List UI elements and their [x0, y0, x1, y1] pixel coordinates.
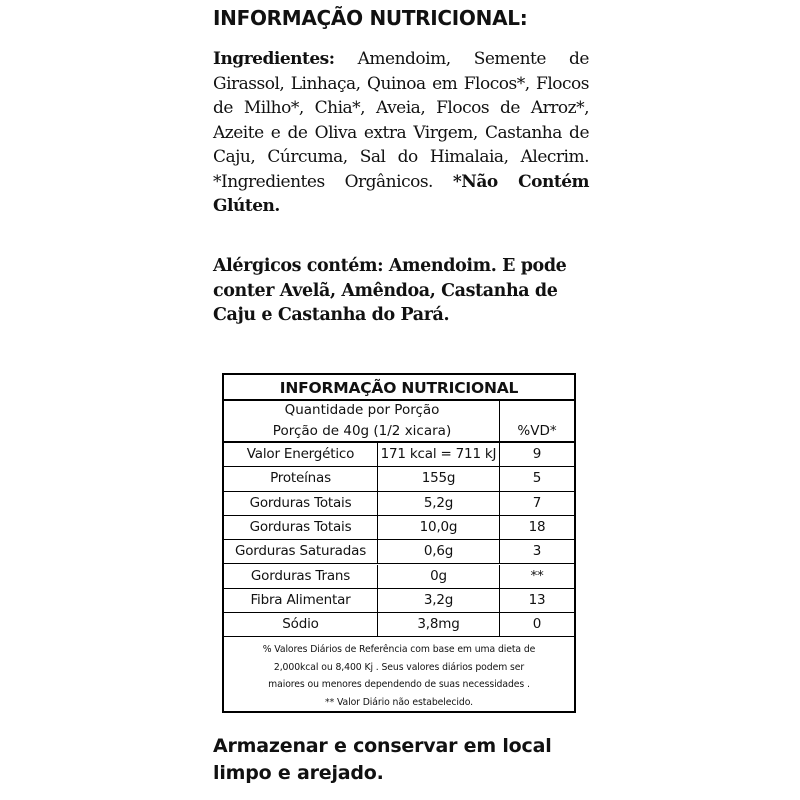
nutrient-vd: 5: [532, 470, 542, 487]
nutrient-name: Gorduras Totais: [224, 492, 378, 515]
portion-size: Porção de 40g (1/2 xicara): [272, 423, 452, 439]
nutrient-name: Gorduras Saturadas: [224, 540, 378, 563]
nutrient-amount: 171 kcal = 711 kJ: [378, 443, 500, 466]
nutrient-amount: 155g: [378, 467, 500, 490]
ingredients-text: Amendoim, Semente de Girassol, Linhaça, Quinoa em Flocos*, Flocos de Milho*, Chia*, Aveia, Flocos de Arroz*, Azeite e de Oliva extra Virgem, Castanha de Caju, Cúrcuma, Sal do Himalaia, Alecrim. *Ingredientes Orgânicos.: [213, 49, 589, 192]
nutrition-table: [222, 373, 576, 713]
nutrient-amount: 5,2g: [378, 492, 500, 515]
nutrient-vd: 0: [532, 616, 542, 633]
table-row: [224, 516, 574, 540]
nutrient-name: Valor Energético: [224, 443, 378, 466]
nutrient-amount: 0,6g: [378, 540, 500, 563]
portion-block: [224, 399, 500, 443]
nutrient-amount: 10,0g: [378, 516, 500, 539]
nutrient-vd: 13: [528, 591, 546, 608]
allergens-paragraph: Alérgicos contém: Amendoim. E pode conter Avelã, Amêndoa, Castanha de Caju e Castanha do Pará.: [213, 256, 567, 325]
table-title: INFORMAÇÃO NUTRICIONAL: [224, 375, 574, 401]
page-heading: INFORMAÇÃO NUTRICIONAL:: [213, 6, 528, 30]
nutrient-vd: 3: [532, 543, 542, 560]
nutrient-name: Gorduras Trans: [224, 565, 378, 588]
storage-line: Armazenar e conservar em local: [213, 735, 552, 757]
nutrient-amount: 3,8mg: [378, 613, 500, 636]
table-row: [224, 492, 574, 516]
ingredients-paragraph: [213, 47, 589, 219]
nutrient-amount: 0g: [378, 565, 500, 588]
nutrient-name: Fibra Alimentar: [224, 589, 378, 612]
ingredients-label: Ingredientes:: [213, 49, 335, 69]
nutrient-name: Sódio: [224, 613, 378, 636]
footnote-line: % Valores Diários de Referência com base em uma dieta de: [262, 644, 536, 655]
nutrient-vd: 7: [532, 494, 542, 511]
nutrient-amount: 3,2g: [378, 589, 500, 612]
nutrient-vd: 18: [528, 518, 546, 535]
nutrient-vd: **: [530, 567, 544, 584]
gluten-note: *Não Contém Glúten.: [213, 171, 590, 216]
footnote-line: 2,000kcal ou 8,400 Kj . Seus valores diários podem ser: [273, 661, 525, 673]
table-row: [224, 589, 574, 613]
table-footnote: [228, 641, 570, 711]
table-row: [224, 565, 574, 589]
footnote-line: ** Valor Diário não estabelecido.: [325, 696, 473, 708]
portion-label: Quantidade por Porção: [284, 402, 440, 418]
nutrient-name: Gorduras Totais: [224, 516, 378, 539]
table-row: [224, 467, 574, 491]
storage-instructions: [213, 733, 593, 787]
table-row: [224, 613, 574, 637]
nutrient-vd: 9: [532, 446, 542, 462]
storage-line: limpo e arejado.: [213, 762, 384, 784]
nutrient-name: Proteínas: [224, 467, 378, 490]
table-row: [224, 443, 574, 467]
table-row: [224, 540, 574, 564]
footnote-line: maiores ou menores dependendo de suas necessidades .: [268, 679, 530, 690]
vd-header: %VD*: [500, 399, 574, 443]
